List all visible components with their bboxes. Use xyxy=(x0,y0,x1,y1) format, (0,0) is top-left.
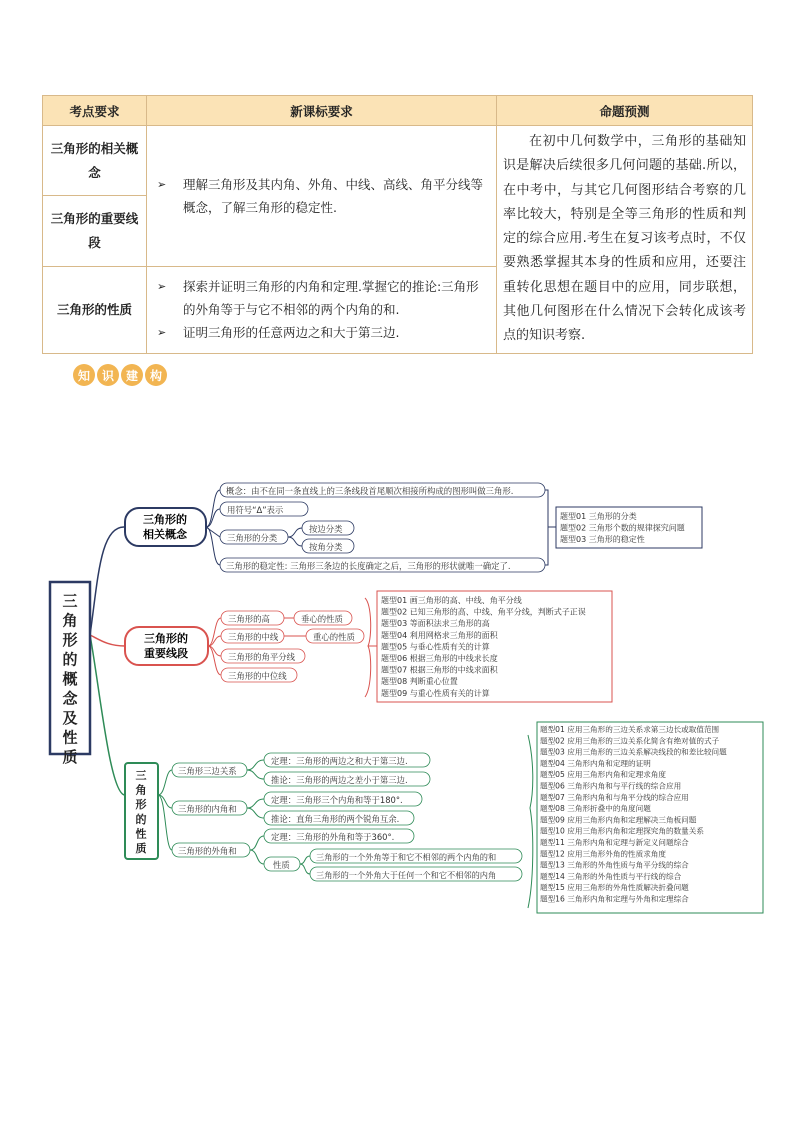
question-item: 题型01 应用三角形的三边关系求第三边长或取值范围 xyxy=(540,725,720,734)
question-item: 题型12 应用三角形外角的性质求角度 xyxy=(540,849,666,859)
root-char: 及 xyxy=(62,709,78,727)
question-item: 题型04 三角形内角和定理的证明 xyxy=(540,758,651,768)
question-item: 题型02 已知三角形的高、中线、角平分线，判断式子正误 xyxy=(381,607,586,617)
badge-char: 知 xyxy=(73,364,95,386)
branch3-title-char: 质 xyxy=(135,842,147,855)
arrow-bullet-icon: ➢ xyxy=(157,326,167,340)
altitude-node: 三角形的高 xyxy=(228,614,270,624)
classify-node: 三角形的分类 xyxy=(227,533,278,543)
question-item: 题型03 等面积法求三角形的高 xyxy=(381,619,490,629)
branch1-title: 三角形的相关概念 xyxy=(143,513,187,541)
requirements-table xyxy=(42,95,753,354)
badge-char: 建 xyxy=(121,364,143,386)
question-item: 题型02 应用三角形的三边关系化简含有绝对值的式子 xyxy=(540,736,720,746)
branch2-title: 三角形的重要线段 xyxy=(144,632,188,660)
classify-by-side: 按边分类 xyxy=(309,524,343,534)
question-item: 题型10 应用三角形内角和定理探究角的数量关系 xyxy=(540,826,704,836)
root-char: 念 xyxy=(62,689,78,708)
classify-by-angle: 按角分类 xyxy=(309,542,343,552)
exterior-theorem-node: 定理：三角形的外角和等于360°. xyxy=(271,832,395,842)
arrow-bullet-icon: ➢ xyxy=(157,280,167,294)
side-relation-node: 三角形三边关系 xyxy=(178,766,237,776)
root-char: 形 xyxy=(62,631,78,649)
side-theorem-node: 定理：三角形的两边之和大于第三边. xyxy=(271,756,408,766)
standard-text: 证明三角形的任意两边之和大于第三边. xyxy=(183,325,400,341)
median-node: 三角形的中线 xyxy=(228,632,279,642)
badge-char: 识 xyxy=(97,364,119,386)
topic-segments: 三角形的重要线段 xyxy=(43,196,147,266)
section-badge xyxy=(73,364,169,388)
question-item: 题型09 应用三角形内角和定理解决三角板问题 xyxy=(540,815,697,825)
orthocenter-node: 垂心的性质 xyxy=(301,614,343,624)
root-char: 概 xyxy=(62,670,78,688)
prediction-text: 在初中几何数学中，三角形的基础知识是解决后续很多几何问题的基础.所以，在中考中，与其它几何图形结合考察的几率比较大，特别是全等三角形的性质和判定的综合应用.考生在复习该考点时，不仅要熟悉掌握其本身的性质和应用，还要注重转化思想在题目中的应用，同步联想，其他几何图形在什么情况下会转化成该考点的知识考察. xyxy=(497,126,753,354)
side-corollary-node: 推论：三角形的两边之差小于第三边. xyxy=(271,775,408,785)
question-item: 题型08 判断重心位置 xyxy=(381,677,458,687)
question-item: 题型08 三角形折叠中的角度问题 xyxy=(540,804,651,814)
question-item: 题型16 三角形内角和定理与外角和定理综合 xyxy=(540,894,689,904)
root-char: 质 xyxy=(62,748,78,766)
question-item: 题型02 三角形个数的规律探究问题 xyxy=(560,523,685,533)
question-item: 题型07 根据三角形的中线求面积 xyxy=(381,665,498,675)
topic-concept: 三角形的相关概念 xyxy=(43,126,147,196)
question-item: 题型03 应用三角形的三边关系解决线段的和差比较问题 xyxy=(540,747,727,757)
question-item: 题型14 三角形的外角性质与平行线的综合 xyxy=(540,871,682,881)
root-title xyxy=(62,592,78,766)
question-item: 题型06 根据三角形的中线求长度 xyxy=(381,654,498,663)
exterior-property-1: 三角形的一个外角等于和它不相邻的两个内角的和 xyxy=(316,852,497,862)
centroid-node: 重心的性质 xyxy=(313,632,355,642)
header-topic: 考点要求 xyxy=(43,96,147,126)
question-item: 题型07 三角形内角和与角平分线的综合应用 xyxy=(540,792,689,802)
header-standard: 新课标要求 xyxy=(147,96,497,126)
root-char: 性 xyxy=(62,728,78,747)
header-prediction: 命题预测 xyxy=(497,96,753,126)
branch3-title-char: 性 xyxy=(135,827,147,841)
question-item: 题型03 三角形的稳定性 xyxy=(560,535,645,544)
concept-node: 概念：由不在同一条直线上的三条线段首尾顺次相接所构成的图形叫做三角形. xyxy=(226,486,514,496)
root-char: 的 xyxy=(62,650,78,669)
knowledge-mindmap xyxy=(0,460,794,930)
question-item: 题型09 与重心性质有关的计算 xyxy=(381,688,490,698)
exterior-property-node: 性质 xyxy=(273,860,290,870)
question-item: 题型11 三角形内角和定理与新定义问题综合 xyxy=(540,838,689,847)
question-item: 题型04 利用网格求三角形的面积 xyxy=(381,630,498,640)
question-item: 题型01 画三角形的高、中线、角平分线 xyxy=(381,596,522,605)
bisector-node: 三角形的角平分线 xyxy=(228,652,295,662)
topic-properties: 三角形的性质 xyxy=(43,266,147,353)
question-item: 题型05 应用三角形内角和定理求角度 xyxy=(540,770,666,780)
standard-cell-2 xyxy=(147,266,497,353)
question-item: 题型06 三角形内角和与平行线的综合应用 xyxy=(540,781,682,791)
interior-theorem-node: 定理：三角形三个内角和等于180°. xyxy=(271,795,403,805)
branch3-title-char: 形 xyxy=(135,798,147,812)
arrow-bullet-icon: ➢ xyxy=(157,177,167,191)
question-item: 题型13 三角形的外角性质与角平分线的综合 xyxy=(540,860,689,870)
question-item: 题型05 与垂心性质有关的计算 xyxy=(381,642,490,652)
standard-text: 理解三角形及其内角、外角、中线、高线、角平分线等概念，了解三角形的稳定性. xyxy=(183,176,484,215)
symbol-node: 用符号“Δ”表示 xyxy=(227,505,284,515)
midline-node: 三角形的中位线 xyxy=(228,671,287,681)
branch3-title-char: 角 xyxy=(135,783,147,797)
standard-cell-1 xyxy=(147,126,497,267)
standard-text: 探索并证明三角形的内角和定理.掌握它的推论:三角形的外角等于与它不相邻的两个内角的和. xyxy=(183,279,479,318)
exterior-sum-node: 三角形的外角和 xyxy=(178,846,237,856)
branch3-title-char: 三 xyxy=(135,769,147,782)
exterior-property-2: 三角形的一个外角大于任何一个和它不相邻的内角 xyxy=(316,870,497,880)
badge-char: 构 xyxy=(145,364,167,386)
branch3-title xyxy=(136,769,148,855)
question-item: 题型01 三角形的分类 xyxy=(560,512,637,521)
root-char: 角 xyxy=(62,611,78,630)
interior-sum-node: 三角形的内角和 xyxy=(178,804,237,814)
root-char: 三 xyxy=(62,592,78,610)
question-item: 题型15 应用三角形的外角性质解决折叠问题 xyxy=(540,883,689,893)
stability-node: 三角形的稳定性: 三角形三条边的长度确定之后，三角形的形状就唯一确定了. xyxy=(226,561,511,571)
interior-corollary-node: 推论：直角三角形的两个锐角互余. xyxy=(271,814,400,824)
branch3-title-char: 的 xyxy=(135,812,147,826)
